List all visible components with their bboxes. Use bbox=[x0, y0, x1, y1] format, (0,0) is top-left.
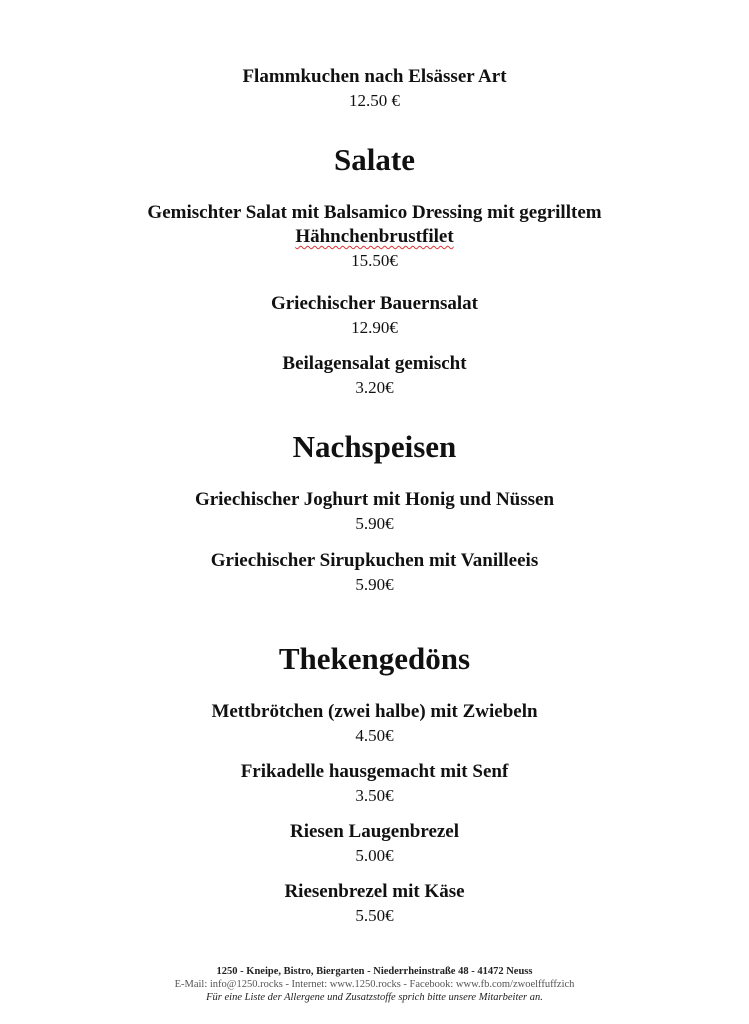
item-price: 5.00€ bbox=[355, 846, 394, 865]
item-name: Griechischer Joghurt mit Honig und Nüssen bbox=[194, 489, 555, 510]
item-name: Riesen Laugenbrezel bbox=[289, 821, 460, 842]
item-price: 12.50 € bbox=[349, 91, 400, 110]
footer-allergen-note: Für eine Liste der Allergene und Zusatzstoffe sprich bitte unsere Mitarbeiter an. bbox=[206, 992, 543, 1003]
item-name-line2: Hähnchenbrustfilet bbox=[295, 226, 454, 247]
footer-contact: E-Mail: info@1250.rocks - Internet: www.1250.rocks - Facebook: www.fb.com/zwoelffuffzich bbox=[174, 979, 575, 990]
item-price: 15.50€ bbox=[351, 251, 398, 270]
item-price: 12.90€ bbox=[351, 318, 398, 337]
item-name-line1: Gemischter Salat mit Balsamico Dressing mit gegrilltem bbox=[147, 202, 602, 223]
menu-item bbox=[0, 488, 749, 536]
item-price: 5.90€ bbox=[355, 575, 394, 594]
item-name: Mettbrötchen (zwei halbe) mit Zwiebeln bbox=[211, 701, 538, 722]
section-heading-salate: Salate bbox=[334, 142, 415, 177]
menu-item bbox=[0, 292, 749, 340]
item-name: Riesenbrezel mit Käse bbox=[284, 881, 465, 902]
item-price: 4.50€ bbox=[355, 726, 394, 745]
item-name: Griechischer Sirupkuchen mit Vanilleeis bbox=[210, 550, 539, 571]
menu-item bbox=[0, 201, 749, 273]
menu-item bbox=[0, 820, 749, 868]
menu-item bbox=[0, 549, 749, 597]
item-price: 5.90€ bbox=[355, 514, 394, 533]
section-heading-nachspeisen: Nachspeisen bbox=[292, 429, 457, 464]
item-price: 3.50€ bbox=[355, 786, 394, 805]
menu-item bbox=[0, 65, 749, 113]
item-name: Griechischer Bauernsalat bbox=[270, 293, 479, 314]
section-heading-thekengedoens: Thekengedöns bbox=[278, 641, 471, 676]
item-name: Frikadelle hausgemacht mit Senf bbox=[240, 761, 509, 782]
footer bbox=[0, 965, 749, 1004]
menu-item bbox=[0, 352, 749, 400]
footer-address: 1250 - Kneipe, Bistro, Biergarten - Niederrheinstraße 48 - 41472 Neuss bbox=[216, 966, 533, 977]
item-price: 5.50€ bbox=[355, 906, 394, 925]
item-name: Flammkuchen nach Elsässer Art bbox=[242, 66, 507, 87]
menu-item bbox=[0, 760, 749, 808]
item-name: Beilagensalat gemischt bbox=[282, 353, 467, 374]
menu-item bbox=[0, 700, 749, 748]
menu-item bbox=[0, 880, 749, 928]
item-price: 3.20€ bbox=[355, 378, 394, 397]
